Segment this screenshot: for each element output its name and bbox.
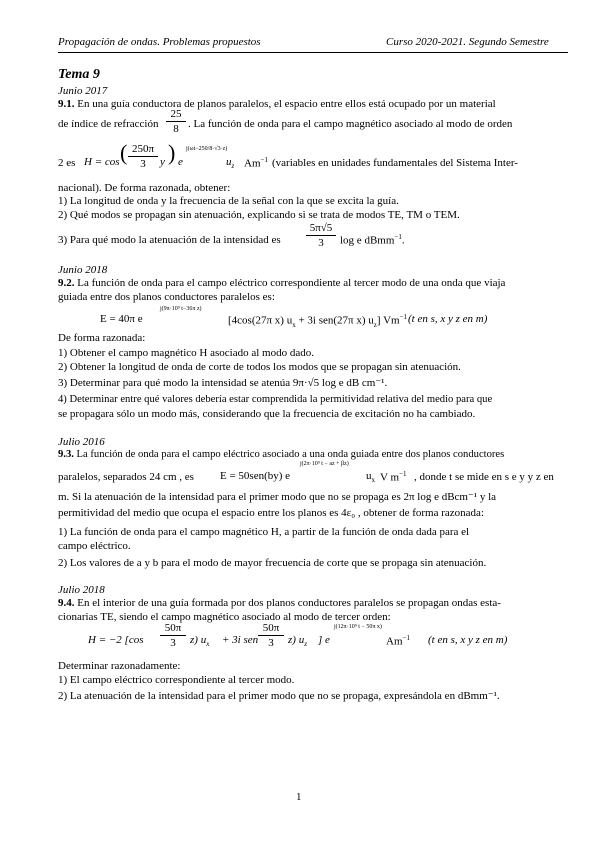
denominator: 3 bbox=[268, 637, 274, 649]
header-left: Propagación de ondas. Problemas propuestos bbox=[58, 36, 261, 48]
fraction-bar bbox=[166, 121, 186, 122]
am-text: Am bbox=[386, 635, 403, 648]
atten-text: log e dBmm bbox=[340, 234, 395, 247]
exp-9-3: j(2π·10⁹ t − az + βz) bbox=[300, 461, 349, 467]
eq-part: z) u bbox=[190, 634, 207, 646]
problem-9-2-line-3: De forma razonada: bbox=[58, 332, 146, 344]
list-item: 3) Para qué modo la atenuación de la intensidad es bbox=[58, 234, 281, 246]
problem-number: 9.4. bbox=[58, 597, 75, 609]
u-symbol: u bbox=[226, 156, 232, 168]
page-number: 1 bbox=[296, 791, 302, 803]
fraction-bar bbox=[160, 635, 186, 636]
list-item: 2) Obtener la longitud de onda de corte de todos los modos que se propagan sin atenuación. bbox=[58, 361, 461, 373]
eq-part: z) u bbox=[288, 634, 305, 646]
denominator: 3 bbox=[140, 158, 146, 170]
atten-dot: . bbox=[401, 234, 405, 247]
list-item: 2) La atenuación de la intensidad para el primer modo que no se propaga, expresándola en dBmm⁻¹. bbox=[58, 690, 500, 702]
problem-9-1-line-2a: de índice de refracción bbox=[58, 118, 159, 130]
list-item: 3) Determinar para qué modo la intensidad se atenúa 9π·√5 log e dB cm⁻¹. bbox=[58, 377, 388, 389]
atten-fraction bbox=[306, 222, 336, 249]
exp-9-2: j(9π·10⁹ t−36π z) bbox=[160, 306, 202, 312]
fraction-bar bbox=[306, 235, 336, 236]
list-item: 2) Los valores de a y b para el modo de mayor frecuencia de corte que se propaga sin atenuación. bbox=[58, 557, 487, 569]
problem-9-3-line-3: m. Si la atenuación de la intensidad para el primer modo que no se propaga es 2π log e dBcm⁻¹ y la bbox=[58, 491, 497, 503]
unit-vector: $u_x$ bbox=[366, 470, 375, 485]
eq-part: E = 40π e bbox=[100, 313, 143, 325]
numerator: 50π bbox=[164, 622, 182, 634]
exp-9-1: j(ωt−250/8·√3·z) bbox=[186, 146, 228, 152]
problem-9-1-line-2b: . La función de onda para el campo magnético asociado al modo de orden bbox=[188, 118, 513, 130]
u-sub: z bbox=[231, 162, 235, 171]
list-item: 4) Determinar entre qué valores debería estar comprendida la permitividad relativa del medio para que bbox=[58, 394, 493, 405]
am-unit bbox=[244, 156, 268, 170]
vm-text: V m bbox=[380, 471, 400, 484]
list-item: se propagara sólo un modo más, considerando que la frecuencia de excitación no ha cambiado. bbox=[58, 408, 476, 420]
text: En una guía conductora de planos paralelos, el espacio entre ellos está ocupado por un material bbox=[77, 98, 496, 110]
list-item: 2) Qué modos se propagan sin atenuación, explicando si se trata de modos TE, TM o TEM. bbox=[58, 209, 460, 221]
eq-9-4-e: ] e bbox=[318, 634, 330, 646]
date-9-3: Julio 2016 bbox=[58, 436, 105, 448]
h-symbol: H = cos bbox=[84, 156, 120, 168]
fraction-bar bbox=[258, 635, 284, 636]
problem-9-1-line-4: nacional). De forma razonada, obtener: bbox=[58, 182, 231, 194]
problem-9-3-line-2a: paralelos, separados 24 cm , es bbox=[58, 471, 194, 483]
atten-exp: −1 bbox=[394, 233, 402, 241]
problem-number: 9.2. bbox=[58, 277, 75, 289]
list-item: 1) La longitud de onda y la frecuencia de la señal con la que se excita la guía. bbox=[58, 195, 399, 207]
numerator: 50π bbox=[262, 622, 280, 634]
eq-9-4-d: z) $u_z$ bbox=[288, 634, 307, 649]
numerator: 25 bbox=[170, 108, 182, 120]
numerator: 5π√5 bbox=[309, 222, 333, 234]
eq-part: [4cos(27π x) u bbox=[228, 314, 293, 327]
problem-9-4-line-3: Determinar razonadamente: bbox=[58, 660, 181, 672]
cos-fraction bbox=[128, 143, 158, 170]
frac-9-4-1 bbox=[160, 622, 186, 649]
refraction-fraction bbox=[166, 108, 186, 135]
date-9-2: Junio 2018 bbox=[58, 264, 108, 276]
list-item: campo eléctrico. bbox=[58, 540, 131, 552]
problem-9-4-line-1 bbox=[58, 596, 501, 610]
denominator: 8 bbox=[173, 123, 179, 135]
paren-close: ) bbox=[168, 140, 176, 165]
eq-part: ] Vm bbox=[376, 314, 400, 327]
numerator: 250π bbox=[131, 143, 155, 155]
text: La función de onda para el campo eléctrico asociado a una onda guiada entre dos planos conductores bbox=[76, 449, 505, 460]
problem-9-2-line-1 bbox=[58, 276, 505, 290]
problem-9-3-line-1 bbox=[58, 448, 504, 462]
equation-h-9-1 bbox=[84, 156, 120, 168]
denominator: 3 bbox=[170, 637, 176, 649]
y-var: y bbox=[160, 156, 165, 168]
page-title: Tema 9 bbox=[58, 67, 100, 82]
eq-9-4-a: H = −2 [cos bbox=[88, 634, 144, 646]
e-base: e bbox=[178, 156, 183, 168]
frac-9-4-2 bbox=[258, 622, 284, 649]
exp-9-4: j(12π·10⁹ t − 50π x) bbox=[334, 624, 382, 630]
am-text: Am bbox=[244, 157, 261, 170]
equation-e-9-2 bbox=[100, 313, 143, 325]
denominator: 3 bbox=[318, 237, 324, 249]
problem-9-2-line-2: guiada entre dos planos conductores paralelos es: bbox=[58, 291, 275, 303]
unit-vector bbox=[226, 156, 234, 170]
problem-9-1-line-3a: 2 es bbox=[58, 157, 76, 169]
eq-9-4-c: + 3i sen bbox=[222, 634, 259, 646]
eq-units-9-4: (t en s, x y z en m) bbox=[428, 634, 508, 646]
problem-9-4-line-2: cionarias TE, siendo el campo magnético asociado al modo de tercer orden: bbox=[58, 611, 391, 623]
problem-9-1-line-3b: (variables en unidades fundamentales del Sistema Inter- bbox=[272, 157, 518, 169]
list-item: 1) El campo eléctrico correspondiente al tercer modo. bbox=[58, 674, 295, 686]
eq-part: + 3i sen(27π x) u bbox=[295, 314, 374, 327]
header-rule bbox=[58, 52, 568, 53]
text: En el interior de una guía formada por dos planos conductores paralelos se propagan ondas esta- bbox=[77, 597, 501, 609]
problem-number: 9.1. bbox=[58, 98, 75, 110]
problem-9-3-line-4: permitividad del medio que ocupa el espacio entre los planos es 4ε₀ , obtener de forma razonada: bbox=[58, 507, 484, 519]
list-item: 1) Obtener el campo magnético H asociado al modo dado. bbox=[58, 347, 314, 359]
equation-e-9-2-b: [4cos(27π x) $u_x + 3i$ sen(27π x) $u_z$] $Vm^{-1}$ bbox=[228, 313, 408, 329]
header-right: Curso 2020-2021. Segundo Semestre bbox=[386, 36, 549, 48]
am-exp: −1 bbox=[260, 156, 268, 164]
vm-unit: V $m^{-1}$ bbox=[380, 470, 407, 484]
eq-9-4-b: z) $u_x$ bbox=[190, 634, 210, 649]
fraction-bar bbox=[128, 156, 158, 157]
list-item: 1) La función de onda para el campo magnético H, a partir de la función de onda dada para el bbox=[58, 526, 470, 538]
u-symbol: u bbox=[366, 470, 372, 482]
text: La función de onda para el campo eléctrico correspondiente al tercer modo de una onda que viaja bbox=[77, 277, 506, 289]
date-9-1: Junio 2017 bbox=[58, 85, 108, 97]
problem-9-3-line-2e: , donde t se mide en s e y y z en bbox=[414, 471, 554, 483]
problem-number: 9.3. bbox=[58, 449, 74, 460]
equation-e-9-3: E = 50sen(by) e bbox=[220, 470, 291, 482]
am-unit-9-4: $Am^{-1}$ bbox=[386, 634, 410, 648]
paren-open: ( bbox=[120, 140, 128, 165]
eq-units-9-2: (t en s, x y z en m) bbox=[408, 313, 488, 325]
date-9-4: Julio 2018 bbox=[58, 584, 105, 596]
atten-unit bbox=[340, 233, 405, 247]
problem-9-1-line-1 bbox=[58, 97, 496, 111]
